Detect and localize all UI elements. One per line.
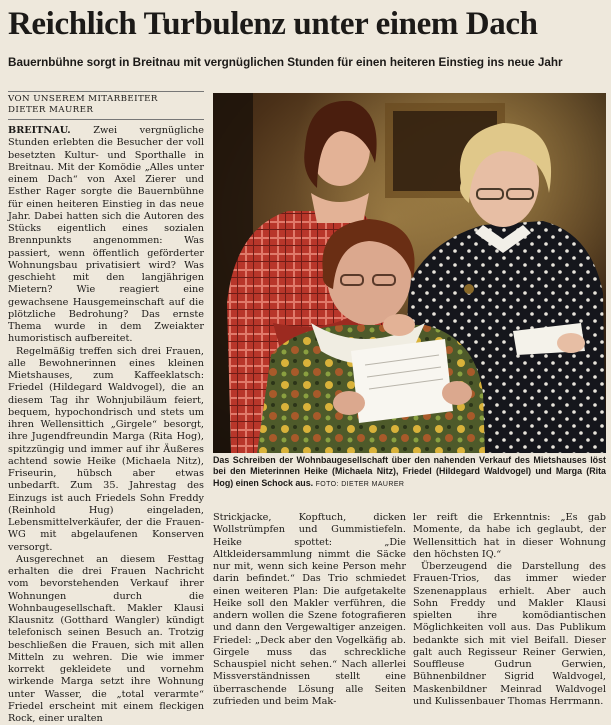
paragraph-1 <box>8 125 204 346</box>
article-photo <box>213 93 606 453</box>
photo-credit: FOTO: DIETER MAURER <box>315 480 405 488</box>
byline-top-rule <box>8 91 204 92</box>
article-column-3 <box>413 512 606 708</box>
paragraph-6: Überzeugend die Darstellung des Frauen-Trios, das immer wieder Szenenapplaus erhielt. Aber auch Sohn Freddy und Makler Klausi spielten ihre komödiantischen Möglichkeiten voll aus. Das Publikum bedankte sich mit viel Beifall. Dieser galt auch Regisseur Reiner Gerwien, Souffleuse Gudrun Gerwien, Bühnenbildner Sigrid Waldvogel, Maskenbildner Meinrad Waldvogel und Kulissenbauer Thomas Herrmann. <box>413 561 606 707</box>
paragraph-2: Regelmäßig treffen sich drei Frauen, alle Bewohnerinnen eines kleinen Mietshauses, zum Kaffeeklatsch: Friedel (Hildegard Waldvogel), die an diesem Tag ihr Wohnjubiläum feiert, bequem, hypochondrisch und stets um ihren Wellensittich „Girgele“ besorgt, ihre Jugendfreundin Marga (Rita Hog), spitzzüngig und immer auf ihr Äußeres achtend sowie Heike (Michaela Nitz), Friseurin, hübsch aber etwas unbedarft. Zum 35. Jahrestag des Einzugs ist auch Friedels Sohn Freddy (Reinhold Hug) eingeladen, Lebensmittelverkäufer, der die Frauen-WG mit abgelaufenen Konserven versorgt. <box>8 345 204 553</box>
article-column-2 <box>213 512 406 708</box>
article-headline: Reichlich Turbulenz unter einem Dach <box>8 6 538 42</box>
byline <box>8 94 203 116</box>
paragraph-5: ler reift die Erkenntnis: „Es gab Momente, da habe ich geglaubt, der Wellensittich hat in dieser Wohnung den höchsten IQ.“ <box>413 512 606 560</box>
paragraph-4: Strickjacke, Kopftuch, dicken Wollstrümpfen und Gummistiefeln. Heike spottet: „Die Altkleidersammlung nimmt die Säcke nur mit, wenn sich keine Person mehr darin befindet.“ Das Trio schmiedet einen weiteren Plan: Die aufgetakelte Heike soll den Makler verführen, die andern wollen die Szene fotografieren und dann den Vergewaltiger anzeigen. Friedel: „Deck aber den Vogelkäfig ab. Girgele muss das schreckliche Schauspiel nicht sehen.“ Nach allerlei Missverständnissen stellt eine überraschende Lösung alle Seiten zufrieden und beim Mak- <box>213 512 406 707</box>
byline-author: DIETER MAURER <box>8 105 94 115</box>
paragraph-3: Ausgerechnet an diesem Festtag erhalten die drei Frauen Nachricht vom bevorstehenden Verkauf ihrer Wohnungen durch die Wohnbaugesellschaft. Makler Klausi Klausnitz (Gotthard Wangler) kündigt telefonisch seinen Besuch an. Trotzig beschließen die Frauen, sich mit allen Mitteln zu wehren. Die wie immer korrekt gekleidete und vornehm wirkende Marga setzt ihre Wohnung unter Wasser, die „total verarmte“ Friedel erscheint mit einem fleckigen Rock, einer uralten <box>8 553 204 724</box>
article-subheadline: Bauernbühne sorgt in Breitnau mit vergnüglichen Stunden für einen heiteren Einstieg ins neue Jahr <box>8 56 563 69</box>
article-column-1 <box>8 125 204 725</box>
byline-label: VON UNSEREM MITARBEITER <box>8 94 158 104</box>
byline-bottom-rule <box>8 119 204 120</box>
photo-illustration <box>213 93 606 453</box>
photo-caption <box>213 455 606 490</box>
photo-caption-text: Das Schreiben der Wohnbaugesellschaft über den nahenden Verkauf des Mietshauses löst bei den Mieterinnen Heike (Michaela Nitz), Friedel (Hildegard Waldvogel) und Marga (Rita Hog) einen Schock aus. <box>213 455 606 488</box>
paragraph-1-text: Zwei vergnügliche Stunden erlebten die Besucher der voll besetzten Kultur- und Sporthalle in Breitnau. Mit der Komödie „Alles unter einem Dach“ von Axel Zierer und Esther Rager sorgte die Bauernbühne für einen heiteren Einstieg in das neue Jahr. Dabei hatten sich die Autoren des Stücks eigentlich eines sozialen Brennpunkts angenommen: Was passiert, wenn öffentlich geförderter Wohnungsbau privatisiert wird? Was geschieht mit den langjährigen Mietern? Wie reagiert eine gewachsene Hausgemeinschaft auf die plötzliche Bedrohung? Das ernste Thema wurde in dem Zweiakter humoristisch aufbereitet. <box>8 125 204 345</box>
dateline: BREITNAU. <box>8 125 71 136</box>
